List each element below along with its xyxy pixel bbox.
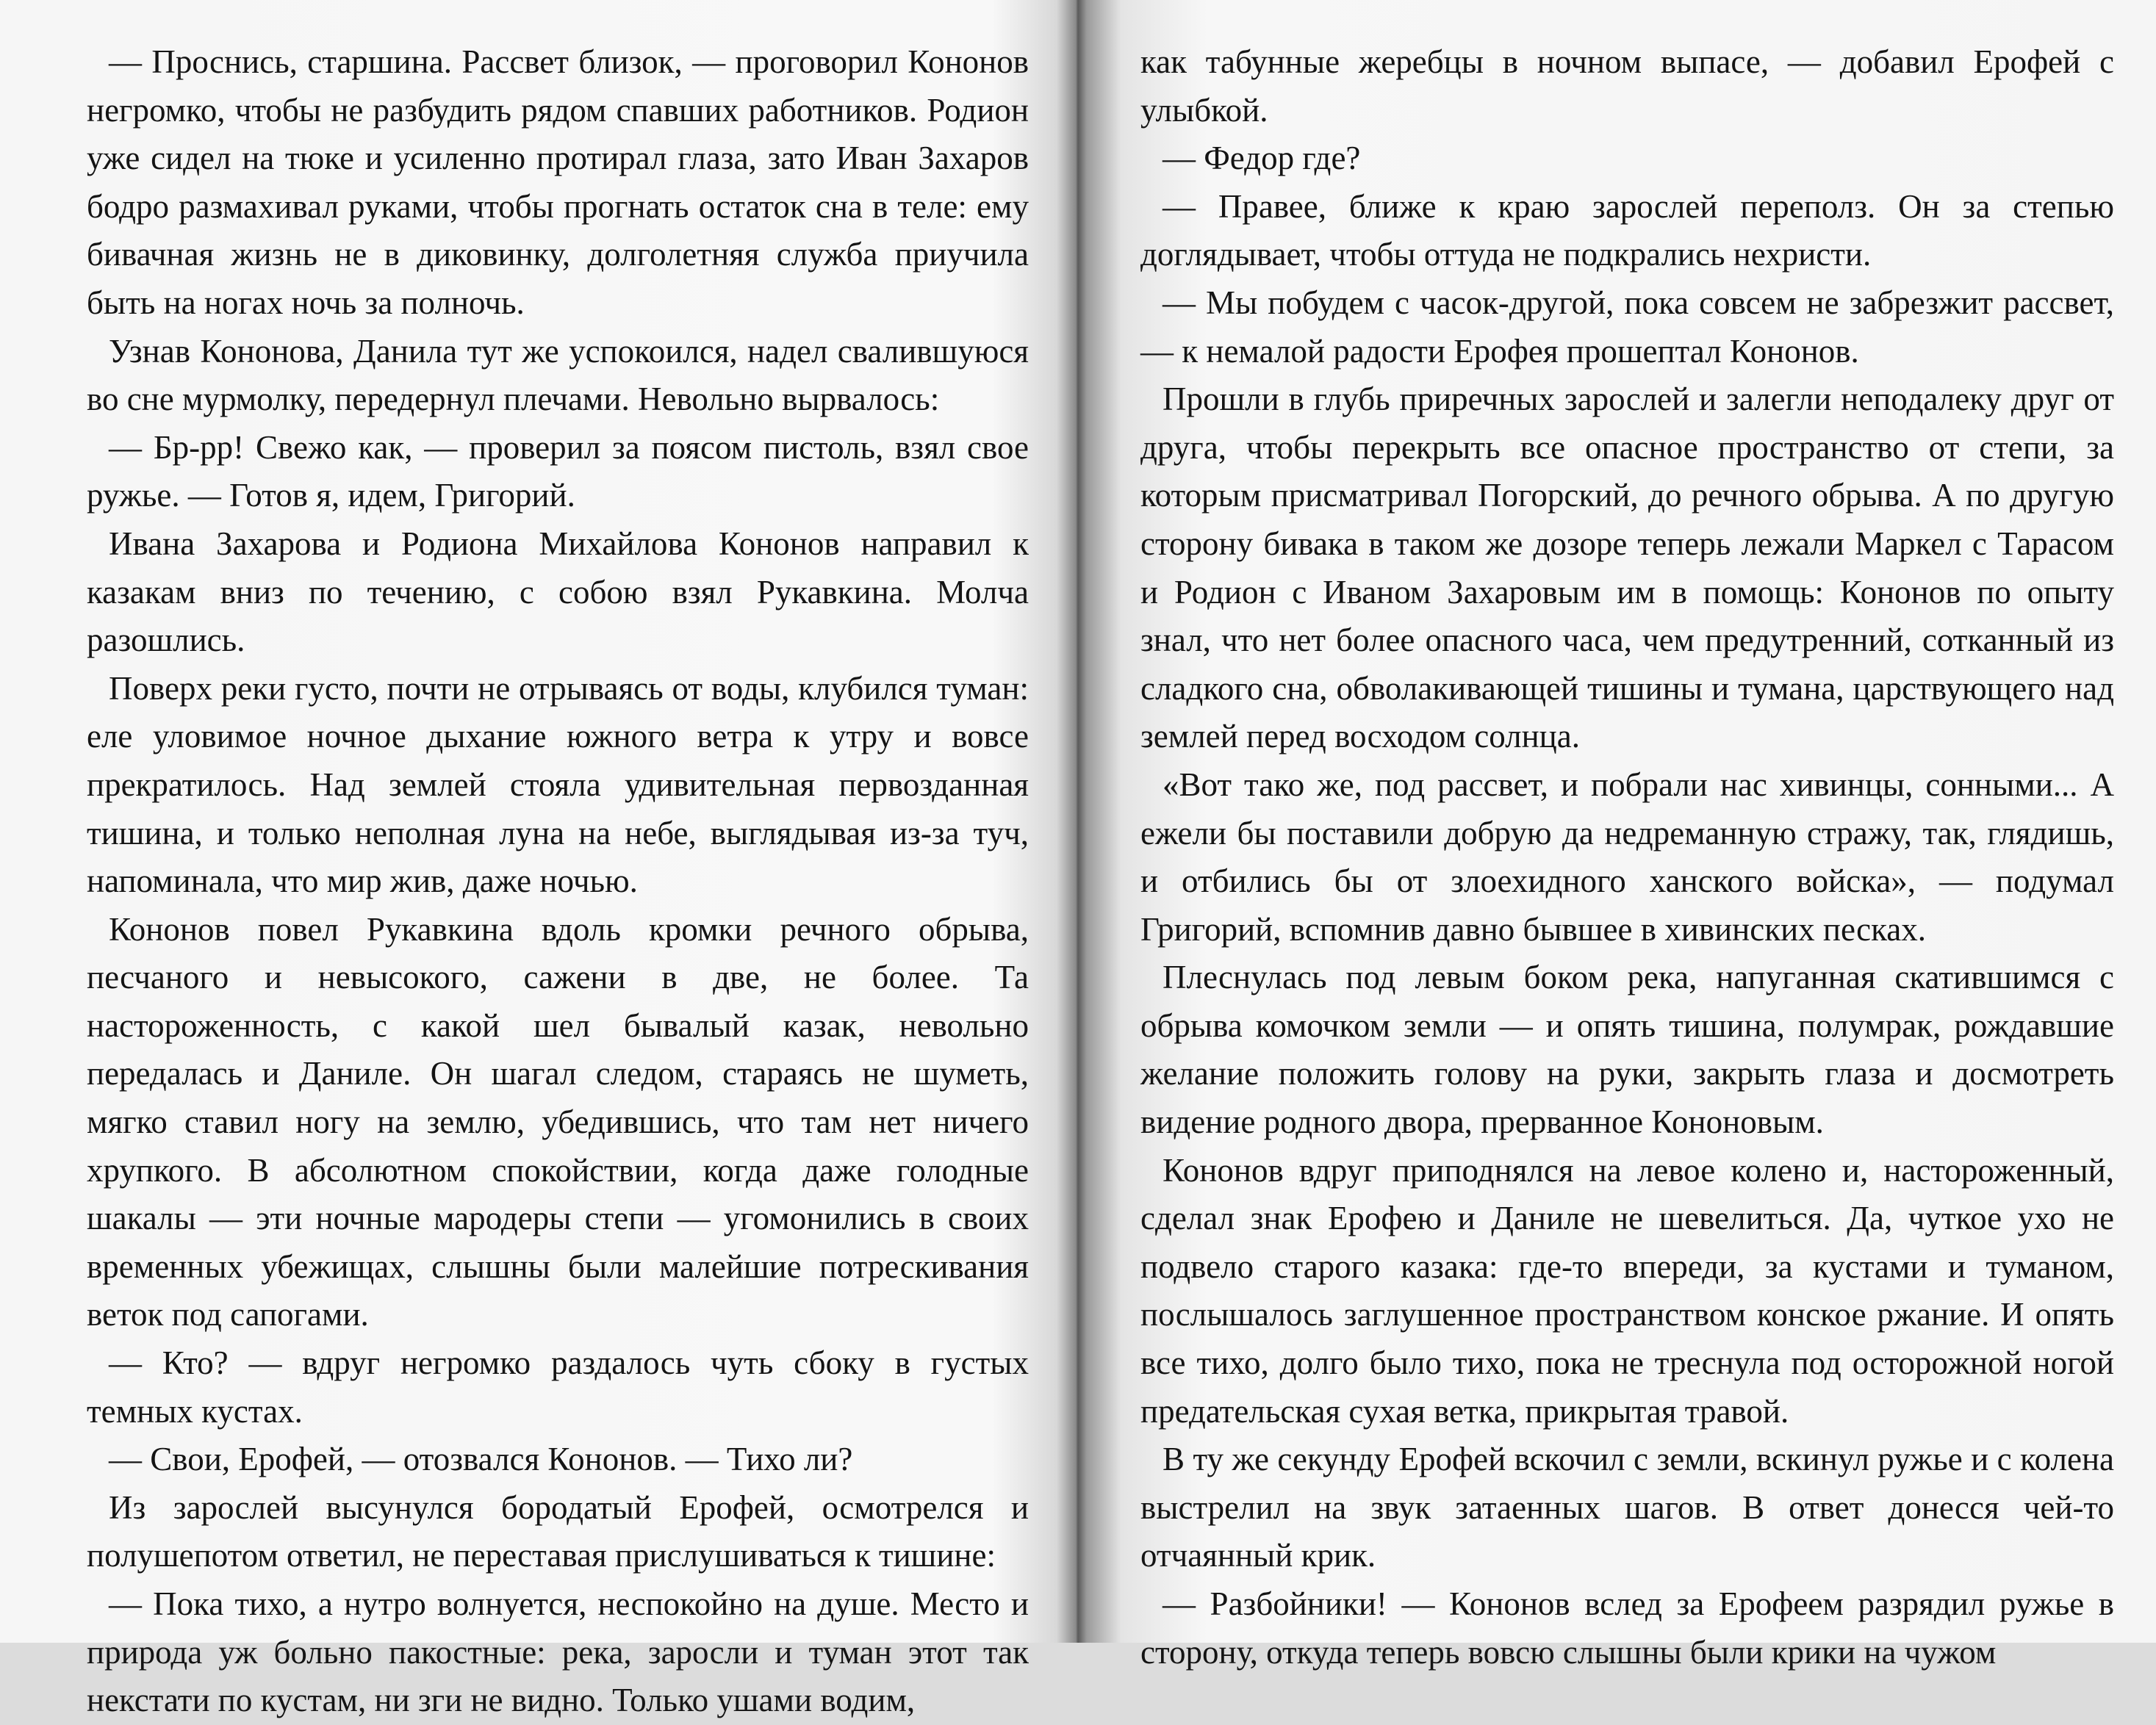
paragraph: — Проснись, старшина. Рассвет близок, — проговорил Кононов негромко, чтобы не разбудить рядом спавших работников. Родион уже сидел на тюке и усиленно протирал глаза, зато Иван Захаров бодро размахивал руками, чтобы прогнать остаток сна в теле: ему бивачная жизнь не в диковинку, долголетняя служба приучила быть на ногах ночь за полночь.	[87, 43, 1029, 321]
paragraph-continuation: как табунные жеребцы в ночном выпасе, — добавил Ерофей с улыбкой.	[1140, 43, 2114, 129]
paragraph: Кононов вдруг приподнялся на левое колено и, настороженный, сделал знак Ерофею и Даниле не шевелиться. Да, чуткое ухо не подвело старого казака: где-то впереди, за кустами и туманом, послышалось заглушенное пространством конское ржание. И опять все тихо, долго было тихо, пока не треснула под осторожной ногой предательская сухая ветка, прикрытая травой.	[1140, 1151, 2114, 1430]
paragraph: — Бр-рр! Свежо как, — проверил за поясом пистоль, взял свое ружье. — Готов я, идем, Григорий.	[87, 428, 1029, 514]
left-page	[87, 38, 1029, 1719]
paragraph: — Правее, ближе к краю зарослей переполз. Он за степью доглядывает, чтобы оттуда не подкрались нехристи.	[1140, 187, 2114, 273]
paragraph: В ту же секунду Ерофей вскочил с земли, вскинул ружье и с колена выстрелил на звук затаенных шагов. В ответ донесся чей-то отчаянный крик.	[1140, 1441, 2114, 1574]
paragraph: Плеснулась под левым боком река, напуганная скатившимся с обрыва комочком земли — и опять тишина, полумрак, рождавшие желание положить голову на руки, закрыть глаза и досмотреть видение родного двора, прерванное Кононовым.	[1140, 959, 2114, 1141]
paragraph: Поверх реки густо, почти не отрываясь от воды, клубился туман: еле уловимое ночное дыхание южного ветра к утру и вовсе прекратилось. Над землей стояла удивительная первозданная тишина, и только неполная луна на небе, выглядывая из-за туч, напоминала, что мир жив, даже ночью.	[87, 669, 1029, 900]
paragraph: «Вот тако же, под рассвет, и побрали нас хивинцы, сонными... А ежели бы поставили добрую да недреманную стражу, так, глядишь, и отбились бы от злоехидного ханского войска», — подумал Григорий, вспомнив давно бывшее в хивинских песках.	[1140, 766, 2114, 948]
paragraph: — Кто? — вдруг негромко раздалось чуть сбоку в густых темных кустах.	[87, 1344, 1029, 1430]
paragraph: — Свои, Ерофей, — отозвался Кононов. — Тихо ли?	[109, 1441, 853, 1478]
paragraph: — Мы побудем с часок-другой, пока совсем не забрезжит рассвет, — к немалой радости Ерофея прошептал Кононов.	[1140, 284, 2114, 370]
paragraph: — Федор где?	[1163, 140, 1361, 177]
paragraph: Ивана Захарова и Родиона Михайлова Кононов направил к казакам вниз по течению, с собою взял Рукавкина. Молча разошлись.	[87, 525, 1029, 659]
right-page	[1140, 38, 2114, 1671]
paragraph: Прошли в глубь приречных зарослей и залегли неподалеку друг от друга, чтобы перекрыть все опасное пространство от степи, за которым присматривал Погорский, до речного обрыва. А по другую сторону бивака в таком же дозоре теперь лежали Маркел с Тарасом и Родион с Иваном Захаровым им в помощь: Кононов по опыту знал, что нет более опасного часа, чем предутренний, сотканный из сладкого сна, обволакивающей тишины и тумана, царствующего над землей перед восходом солнца.	[1140, 381, 2114, 755]
paragraph: Из зарослей высунулся бородатый Ерофей, осмотрелся и полушепотом ответил, не переставая прислушиваться к тишине:	[87, 1488, 1029, 1574]
paragraph: — Разбойники! — Кононов вслед за Ерофеем разрядил ружье в сторону, откуда теперь вовсю слышны были крики на чужом	[1140, 1585, 2114, 1671]
paragraph: Узнав Кононова, Данила тут же успокоился, надел свалившуюся во сне мурмолку, передернул плечами. Невольно вырвалось:	[87, 332, 1029, 418]
paragraph: — Пока тихо, а нутро волнуется, неспокойно на душе. Место и природа уж больно пакостные: река, заросли и туман этот так некстати по кустам, ни зги не видно. Только ушами водим,	[87, 1585, 1029, 1719]
paragraph: Кононов повел Рукавкина вдоль кромки речного обрыва, песчаного и невысокого, сажени в две, не более. Та настороженность, с какой шел бывалый казак, невольно передалась и Даниле. Он шагал следом, стараясь не шуметь, мягко ставил ногу на землю, убедившись, что там нет ничего хрупкого. В абсолютном спокойствии, когда даже голодные шакалы — эти ночные мародеры степи — угомонились в своих временных убежищах, слышны были малейшие потрескивания веток под сапогами.	[87, 910, 1029, 1333]
